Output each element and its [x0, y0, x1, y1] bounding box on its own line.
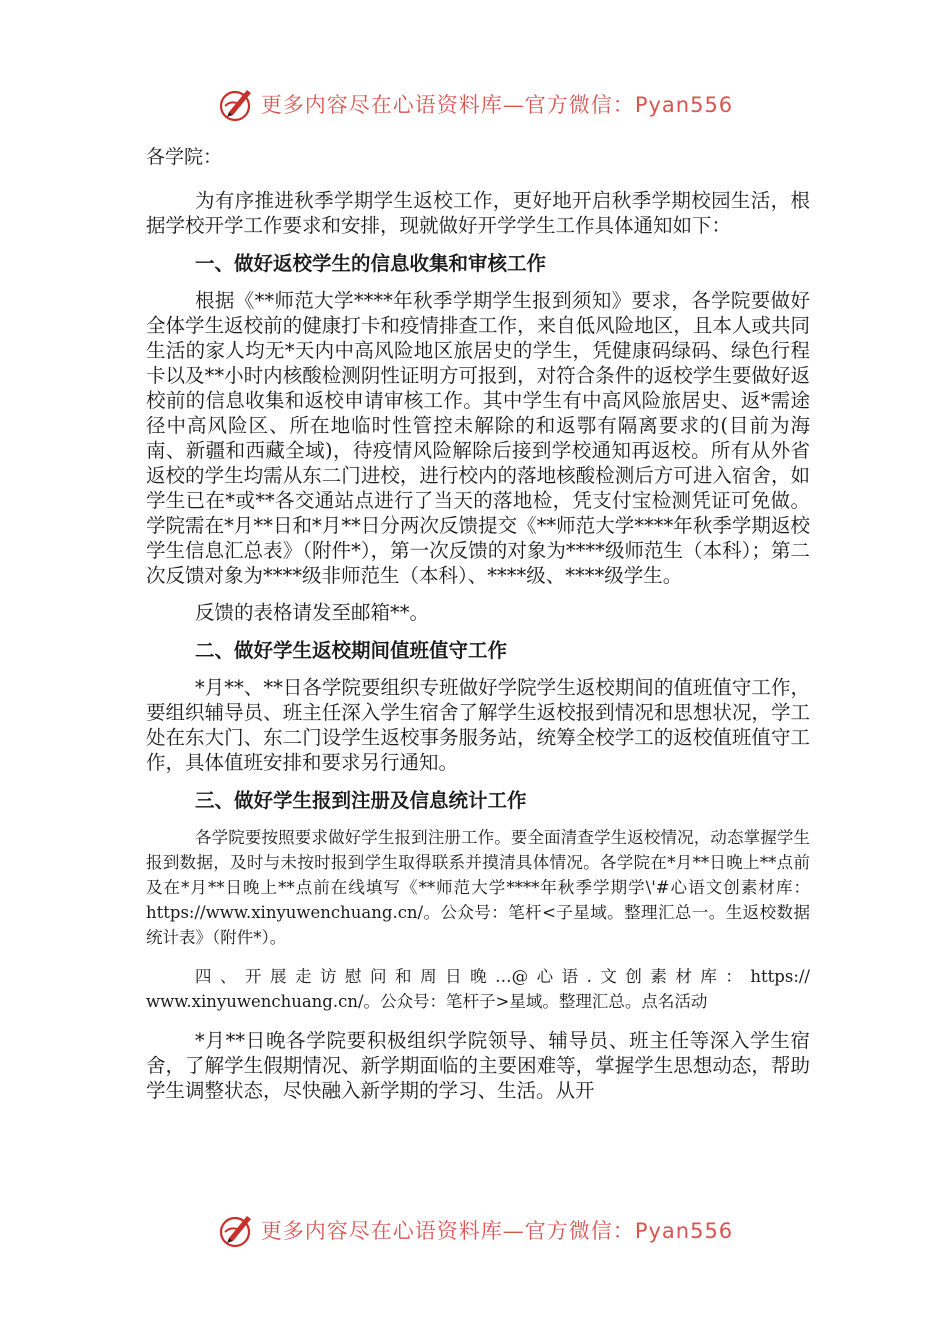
pen-logo-icon: [217, 84, 257, 124]
banner-text: [261, 89, 733, 119]
section2-body: *月**、**日各学院要组织专班做好学院学生返校期间的值班值守工作，要组织辅导员、班主任深入学生宿舍了解学生返校报到情况和思想状况，学工处在东大门、东二门设学生返校事务服务站，统筹全校学工的返校值班值守工作，具体值班安排和要求另行通知。: [146, 676, 810, 774]
header-banner: [0, 82, 950, 126]
footer-banner: [0, 1208, 950, 1252]
banner-wechat-id: Pyan556: [634, 93, 734, 117]
banner-label: 更多内容尽在心语资料库—官方微信：: [260, 93, 635, 117]
banner-text: [261, 1215, 733, 1245]
section4-heading: 四、开展走访慰问和周日晚…@心语.文创素材库：https:// www.xinyuwenchuang.cn/。公众号：笔杆子>星域。整理汇总。点名活动: [146, 967, 810, 1011]
intro-paragraph: 为有序推进秋季学期学生返校工作，更好地开启秋季学期校园生活，根据学校开学工作要求和安排，现就做好开学学生工作具体通知如下：: [146, 189, 810, 237]
section1-heading: 一、做好返校学生的信息收集和审核工作: [195, 252, 547, 275]
section3-body: 各学院要按照要求做好学生报到注册工作。要全面清查学生返校情况，动态掌握学生报到数据，及时与未按时报到学生取得联系并摸清具体情况。各学院在*月**日晚上**点前及在*月**日晚上**点前在线填写《**师范大学****年秋季学期学\'#心语文创素材库：https://www.xinyuwenchuang.cn/。公众号：笔杆<子星域。整理汇总一。生返校数据统计表》（附件*）。: [146, 828, 810, 947]
document-body: [146, 145, 810, 1103]
salutation: 各学院：: [146, 146, 223, 168]
section3-heading: 三、做好学生报到注册及信息统计工作: [195, 789, 527, 812]
section1-note: 反馈的表格请发至邮箱**。: [195, 601, 430, 624]
pen-logo-icon: [217, 1210, 257, 1250]
banner-label: 更多内容尽在心语资料库—官方微信：: [260, 1219, 635, 1243]
banner-wechat-id: Pyan556: [634, 1219, 734, 1243]
section4-body: *月**日晚各学院要积极组织学院领导、辅导员、班主任等深入学生宿舍，了解学生假期情况、新学期面临的主要困难等，掌握学生思想动态，帮助学生调整状态，尽快融入新学期的学习、生活。从开: [146, 1029, 810, 1102]
section1-body: 根据《**师范大学****年秋季学期学生报到须知》要求，各学院要做好全体学生返校前的健康打卡和疫情排查工作，来自低风险地区，且本人或共同生活的家人均无*天内中高风险地区旅居史的学生，凭健康码绿码、绿色行程卡以及**小时内核酸检测阴性证明方可报到，对符合条件的返校学生要做好返校前的信息收集和返校申请审核工作。其中学生有中高风险旅居史、返*需途径中高风险区、所在地临时性管控未解除的和返鄂有隔离要求的(目前为海南、新疆和西藏全域)，待疫情风险解除后接到学校通知再返校。所有从外省返校的学生均需从东二门进校，进行校内的落地核酸检测后方可进入宿舍，如学生已在*或**各交通站点进行了当天的落地检，凭支付宝检测凭证可免做。学院需在*月**日和*月**日分两次反馈提交《**师范大学****年秋季学期返校学生信息汇总表》（附件*），第一次反馈的对象为****级师范生（本科）；第二次反馈对象为****级非师范生（本科）、****级、****级学生。: [146, 289, 810, 587]
section2-heading: 二、做好学生返校期间值班值守工作: [195, 639, 508, 662]
